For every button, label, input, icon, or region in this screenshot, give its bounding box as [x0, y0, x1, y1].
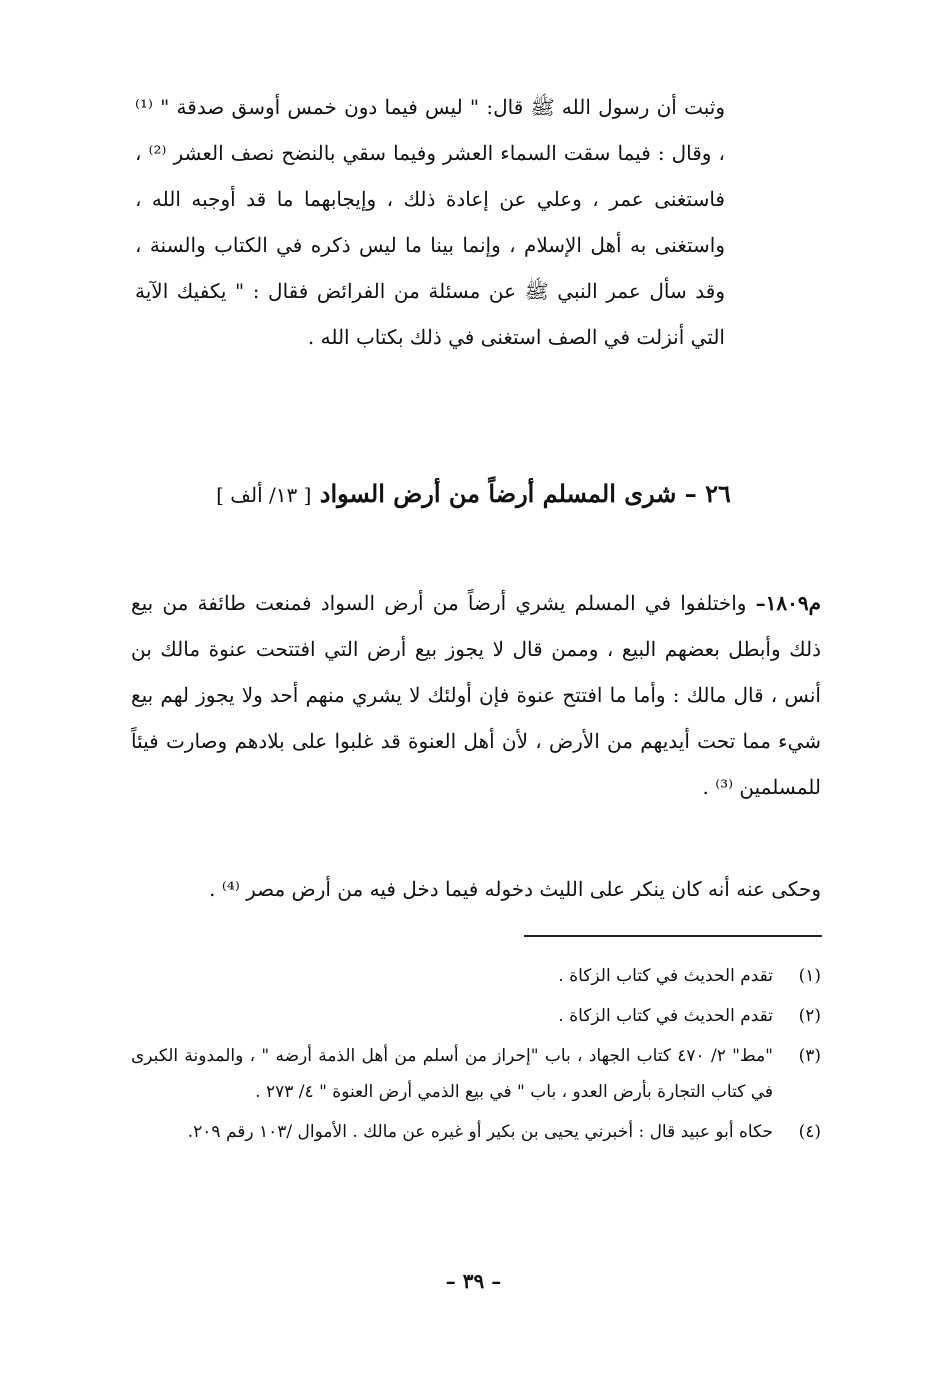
footnote-text: "مط" ٢/ ٤٧٠ كتاب الجهاد ، باب "إحراز من أسلم من أهل الذمة أرضه " ، والمدونة الكبرى في كتاب التجارة بأرض العدو ، باب " في بيع الذمي أرض العنوة " ٤/ ٢٧٣ .	[131, 1046, 773, 1102]
paragraph-number: م١٨٠٩–	[755, 591, 821, 615]
manuscript-reference: [ ١٣/ ألف ]	[216, 483, 312, 507]
footnote-number: (٣)	[798, 1046, 821, 1066]
footnote-divider	[524, 935, 822, 937]
footnote-item	[131, 998, 821, 1034]
main-paragraph-text: واختلفوا في المسلم يشري أرضاً من أرض السواد فمنعت طائفة من بيع ذلك وأبطل بعضهم البيع ، وممن قال لا يجوز بيع أرض التي افتتحت عنوة مالك بن أنس ، قال مالك : وأما ما افتتح عنوة فإن أولئك لا يشري منهم أحد ولا يجوز لهم بيع شيء مما تحت أيديهم من الأرض ، لأن أهل العنوة قد غلبوا على بلادهم وصارت فيئاً للمسلمين ⁽³⁾ .	[131, 591, 821, 799]
footnote-item	[131, 1114, 821, 1150]
sub-paragraph: وحكى عنه أنه كان ينكر على الليث دخوله فيما دخل فيه من أرض مصر ⁽⁴⁾ .	[209, 877, 821, 901]
footnote-text: تقدم الحديث في كتاب الزكاة .	[558, 1006, 773, 1026]
footnote-text: تقدم الحديث في كتاب الزكاة .	[558, 966, 773, 986]
footnote-text: حكاه أبو عبيد قال : أخبرني يحيى بن بكير أو غيره عن مالك . الأموال /١٠٣ رقم ٢٠٩.	[187, 1122, 773, 1142]
footnote-number: (١)	[798, 966, 821, 986]
top-paragraph: وثبت أن رسول الله ﷺ قال: " ليس فيما دون خمس أوسق صدقة " ⁽¹⁾ ، وقال : فيما سقت السماء العشر وفيما سقي بالنضح نصف العشر ⁽²⁾ ، فاستغنى عمر ، وعلي عن إعادة ذلك ، وإيجابهما ما قد أوجبه الله ، واستغنى به أهل الإسلام ، وإنما بينا ما ليس ذكره في الكتاب والسنة ، وقد سأل عمر النبي ﷺ عن مسئلة من الفرائض فقال : " يكفيك الآية التي أنزلت في الصف استغنى في ذلك بكتاب الله .	[135, 95, 725, 349]
section-number: ٢٦	[705, 479, 731, 508]
footnote-item	[131, 1038, 821, 1110]
footnotes-list	[131, 958, 821, 1154]
section-title-text: شرى المسلم أرضاً من أرض السواد	[319, 479, 677, 508]
page-number: – ٣٩ –	[445, 1269, 502, 1293]
footnote-number: (٤)	[798, 1122, 821, 1142]
footnote-item	[131, 958, 821, 994]
section-heading	[0, 474, 947, 515]
footnote-number: (٢)	[798, 1006, 821, 1026]
main-paragraph	[131, 580, 821, 810]
section-dash: –	[684, 479, 697, 508]
